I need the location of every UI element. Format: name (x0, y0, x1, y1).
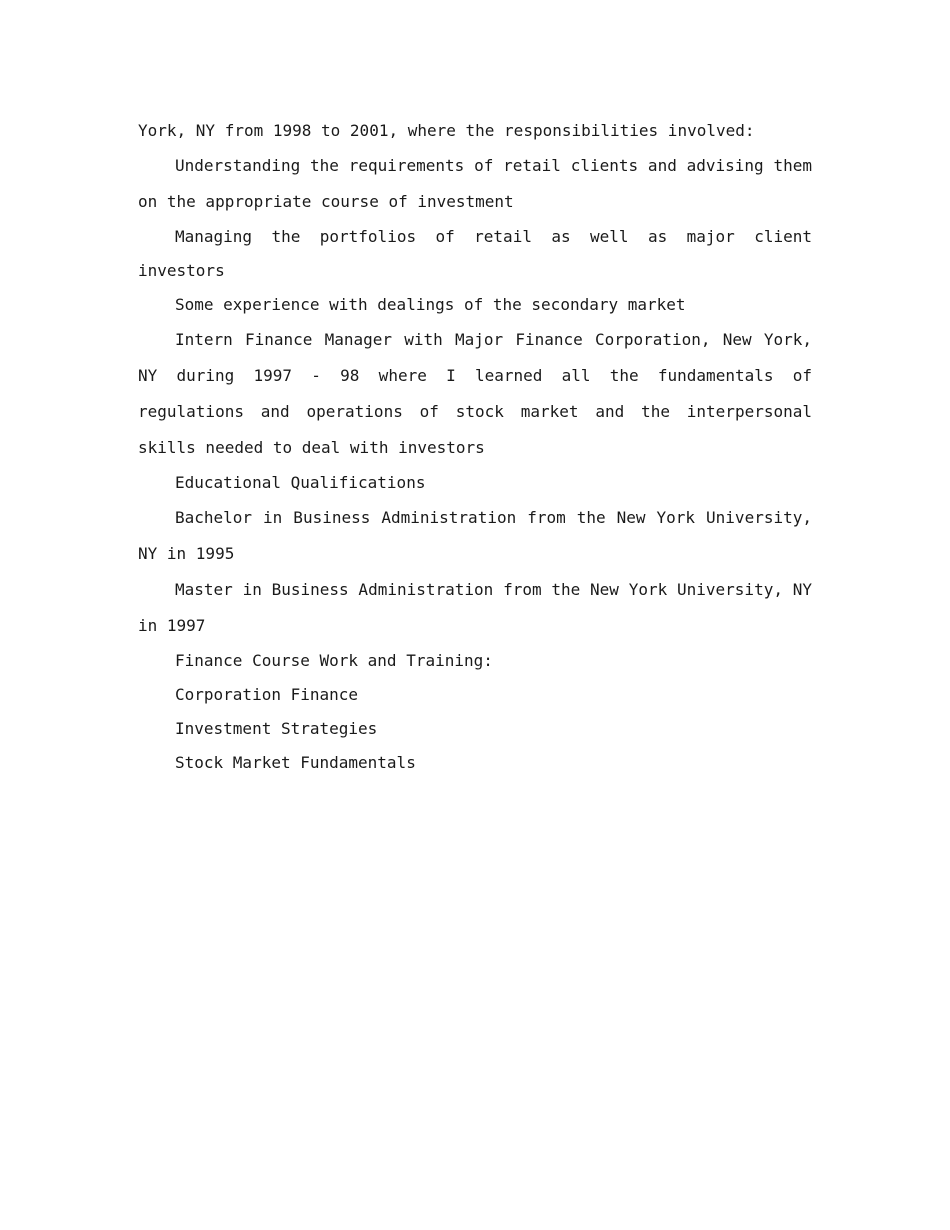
section-heading-education: Educational Qualifications (175, 473, 426, 492)
paragraph-employment-continuation: York, NY from 1998 to 2001, where the responsibilities involved: (138, 121, 755, 140)
paragraph-responsibility-secondary-market: Some experience with dealings of the secondary market (175, 295, 686, 314)
paragraph-responsibility-advising: Understanding the requirements of retail clients and advising them on the appropriate course of investment (138, 156, 812, 211)
paragraph-responsibility-portfolios: Managing the portfolios of retail as well as major client investors (138, 227, 812, 280)
paragraph-intern-finance-manager: Intern Finance Manager with Major Finance Corporation, New York, NY during 1997 - 98 where I learned all the fundamentals of regulations and operations of stock market and the interpersonal skills needed to deal with investors (138, 330, 812, 457)
document-body (138, 114, 812, 780)
section-heading-coursework: Finance Course Work and Training: (175, 651, 493, 670)
coursework-item: Corporation Finance (175, 685, 359, 704)
paragraph-bachelor-degree: Bachelor in Business Administration from the New York University, NY in 1995 (138, 508, 812, 563)
coursework-item: Stock Market Fundamentals (175, 753, 416, 772)
paragraph-master-degree: Master in Business Administration from the New York University, NY in 1997 (138, 580, 812, 635)
coursework-item: Investment Strategies (175, 719, 378, 738)
